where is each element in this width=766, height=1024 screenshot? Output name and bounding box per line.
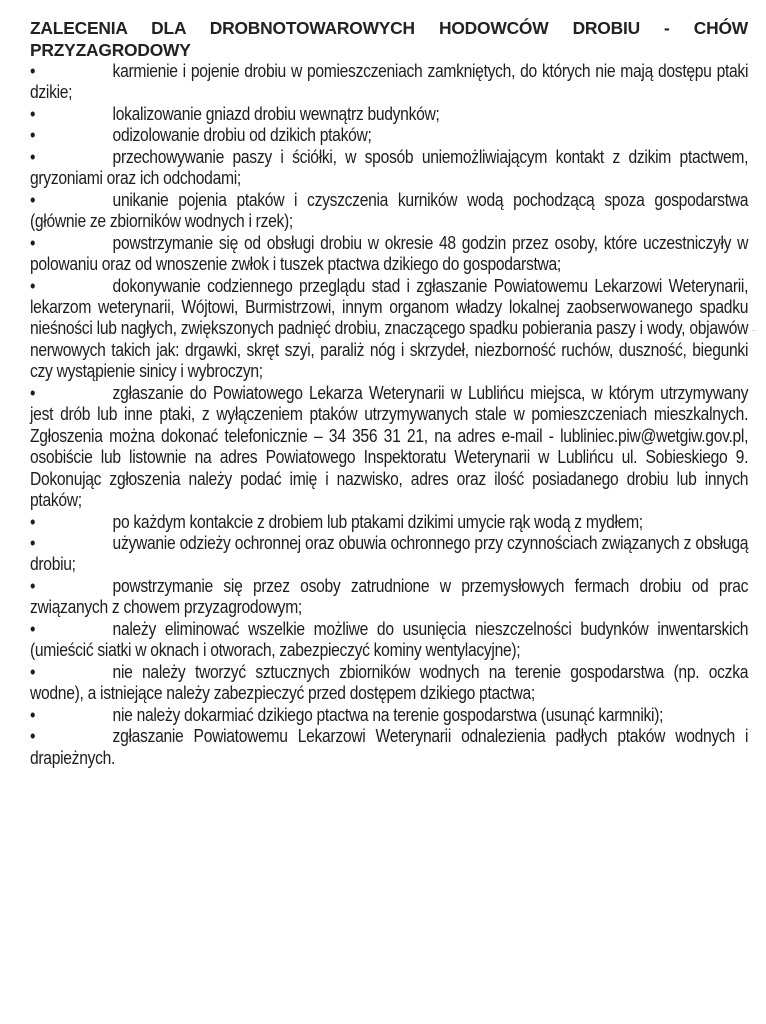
bullet-icon: • — [30, 618, 36, 639]
list-item — [30, 662, 748, 705]
document-title — [30, 18, 748, 61]
document-page — [30, 18, 748, 769]
list-item-text: odizolowanie drobiu od dzikich ptaków; — [112, 125, 372, 146]
bullet-icon: • — [30, 103, 36, 124]
bullet-icon: • — [30, 511, 36, 532]
list-item-text: należy eliminować wszelkie możliwe do usunięcia nieszczelności budynków inwentarskich (umieścić siatki w oknach i otworach, zabezpieczyć kominy wentylacyjne); — [30, 618, 749, 661]
list-item-text: nie należy tworzyć sztucznych zbiorników wodnych na terenie gospodarstwa (np. oczka wodne), a istniejące należy zabezpieczyć przed dostępem dzikiego ptactwa; — [30, 661, 749, 704]
recommendations-list — [30, 61, 748, 769]
bullet-icon: • — [30, 661, 36, 682]
list-item — [30, 576, 748, 619]
bullet-icon: • — [30, 575, 36, 596]
list-item — [30, 61, 748, 104]
list-item — [30, 104, 748, 125]
bullet-icon: • — [30, 146, 36, 167]
list-item-text: dokonywanie codziennego przeglądu stad i zgłaszanie Powiatowemu Lekarzowi Weterynarii, lekarzom weterynarii, Wójtowi, Burmistrzowi, innym organom władzy lokalnej zaobserwowanego spadku nieśności lub nagłych, zwiększonych padnięć drobiu, znaczącego spadku pobierania paszy i wody, objawów nerwowych takich jak: drgawki, skręt szyi, paraliż nóg i skrzydeł, niezborność ruchów, duszność, biegunki czy wystąpienie sinicy i wybroczyn; — [30, 275, 749, 382]
list-item-text: nie należy dokarmiać dzikiego ptactwa na terenie gospodarstwa (usunąć karmniki); — [112, 704, 664, 725]
list-item — [30, 533, 748, 576]
list-item — [30, 705, 748, 726]
list-item — [30, 233, 748, 276]
list-item — [30, 383, 748, 512]
list-item — [30, 512, 748, 533]
bullet-icon: • — [30, 61, 36, 81]
list-item-text: zgłaszanie do Powiatowego Lekarza Weterynarii w Lublińcu miejsca, w którym utrzymywany jest drób lub inne ptaki, z wyłączeniem ptaków utrzymywanych stale w pomieszczeniach mieszkalnych. Zgłoszenia można dokonać telefonicznie – 34 356 31 21, na adres e-mail - lubliniec.piw@wetgiw.gov.pl, osobiście lub listownie na adres Powiatowego Inspektoratu Weterynarii w Lublińcu ul. Sobieskiego 9. Dokonując zgłoszenia należy podać imię i nazwisko, adres oraz ilość posiadanego drobiu lub innych ptaków; — [30, 382, 749, 511]
list-item-text: powstrzymanie się przez osoby zatrudnione w przemysłowych fermach drobiu od prac związanych z chowem przyzagrodowym; — [30, 575, 749, 618]
bullet-icon: • — [30, 232, 36, 253]
list-item-text: karmienie i pojenie drobiu w pomieszczeniach zamkniętych, do których nie mają dostępu ptaki dzikie; — [30, 61, 749, 103]
list-item — [30, 726, 748, 769]
list-item-text: zgłaszanie Powiatowemu Lekarzowi Weterynarii odnalezienia padłych ptaków wodnych i drapieżnych. — [30, 726, 749, 768]
bullet-icon: • — [30, 532, 36, 553]
list-item-text: unikanie pojenia ptaków i czyszczenia kurników wodą pochodzącą spoza gospodarstwa (głównie ze zbiorników wodnych i rzek); — [30, 189, 749, 232]
list-item-text: używanie odzieży ochronnej oraz obuwia ochronnego przy czynnościach związanych z obsługą drobiu; — [30, 532, 749, 575]
list-item — [30, 147, 748, 190]
list-item-text: powstrzymanie się od obsługi drobiu w okresie 48 godzin przez osoby, które uczestniczyły w polowaniu oraz od wnoszenie zwłok i tuszek ptactwa dzikiego do gospodarstwa; — [30, 232, 749, 275]
title-line-1: ZALECENIA DLA DROBNOTOWAROWYCH HODOWCÓW DROBIU - CHÓW — [30, 18, 748, 38]
scan-artifact — [752, 330, 756, 331]
bullet-icon: • — [30, 275, 36, 296]
title-line-2: PRZYZAGRODOWY — [30, 39, 191, 60]
bullet-icon: • — [30, 189, 36, 210]
list-item-text: po każdym kontakcie z drobiem lub ptakami dzikimi umycie rąk wodą z mydłem; — [112, 511, 643, 532]
bullet-icon: • — [30, 704, 36, 725]
list-item — [30, 276, 748, 383]
list-item — [30, 125, 748, 146]
bullet-icon: • — [30, 382, 36, 403]
list-item — [30, 190, 748, 233]
bullet-icon: • — [30, 125, 36, 146]
list-item-text: przechowywanie paszy i ściółki, w sposób uniemożliwiającym kontakt z dzikim ptactwem, gryzoniami oraz ich odchodami; — [30, 146, 749, 189]
bullet-icon: • — [30, 726, 36, 747]
list-item — [30, 619, 748, 662]
list-item-text: lokalizowanie gniazd drobiu wewnątrz budynków; — [112, 103, 440, 124]
